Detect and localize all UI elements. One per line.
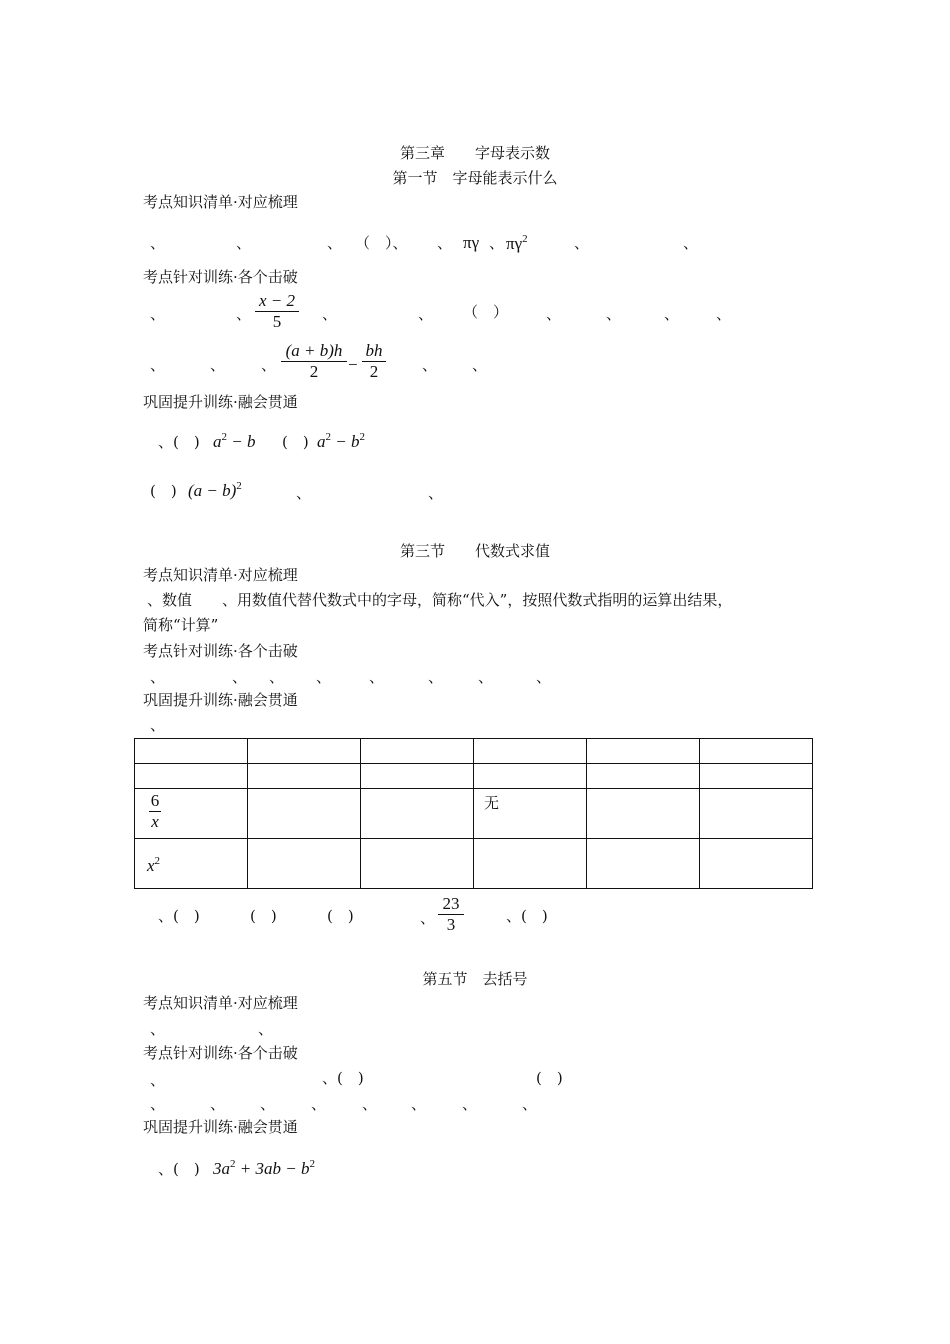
table-cell — [474, 839, 587, 889]
table-cell — [361, 789, 474, 839]
punct: 、 — [472, 356, 488, 374]
table-cell — [700, 789, 813, 839]
expr-a-squared-minus-b: $a^2 - b$ — [213, 431, 256, 451]
section3-training-heading: 考点针对训练·各个击破 — [143, 642, 298, 660]
fraction-x-minus-2-over-5: x − 2 5 — [255, 291, 299, 332]
punct: 、 — [260, 1095, 276, 1113]
paren-blank: ( ) — [282, 433, 309, 451]
section3-consolidate-heading: 巩固提升训练·融会贯通 — [143, 691, 298, 709]
expr-a-squared-minus-b-squared: $a^2 - b^2$ — [317, 431, 365, 451]
punct: 、 — [546, 305, 562, 323]
punct: 、 — [428, 668, 444, 686]
paren-blank: （ ）、 — [355, 234, 408, 252]
punct: 、 — [316, 668, 332, 686]
punct: 、 — [437, 234, 453, 252]
punct: 、 — [150, 1095, 166, 1113]
minus-sign: − — [348, 355, 358, 374]
punct: 、 — [150, 234, 166, 252]
section5-title: 第五节 去括号 — [422, 970, 528, 988]
table-cell — [135, 764, 248, 789]
table-cell — [361, 739, 474, 764]
punct: 、 — [411, 1095, 427, 1113]
table-row — [135, 789, 813, 839]
punct: 、 — [418, 305, 434, 323]
section1-training-heading: 考点针对训练·各个击破 — [143, 268, 298, 286]
punct: 、 — [428, 484, 444, 502]
punct: 、 — [269, 668, 285, 686]
section3-knowledge-text-cont: 简称“计算” — [143, 616, 219, 634]
punct: 、 — [150, 305, 166, 323]
table-cell — [700, 739, 813, 764]
section5-consolidate-heading: 巩固提升训练·融会贯通 — [143, 1118, 298, 1136]
table-cell — [135, 789, 248, 839]
paren-blank: ( ) — [327, 907, 354, 925]
punct: 、 — [232, 668, 248, 686]
paren-blank: 、( ) — [158, 1160, 200, 1178]
table-cell — [474, 764, 587, 789]
table-cell — [700, 839, 813, 889]
expr-x-squared: $x^2$ — [147, 855, 161, 875]
paren-blank: 、( ) — [158, 433, 200, 451]
section5-training-heading: 考点针对训练·各个击破 — [143, 1044, 298, 1062]
punct: 、 — [236, 305, 252, 323]
section3-knowledge-text: 、数值 、用数值代替代数式中的字母，简称“代入”，按照代数式指明的运算出结果， — [147, 591, 733, 609]
punct: 、 — [422, 356, 438, 374]
cell-text-none: 无 — [484, 794, 500, 812]
punct: 、 — [522, 1095, 538, 1113]
punct: 、 — [210, 1095, 226, 1113]
paren-blank: ( ) — [150, 482, 177, 500]
section3-knowledge-heading: 考点知识清单·对应梳理 — [143, 566, 298, 584]
table-cell — [248, 839, 361, 889]
table-row — [135, 839, 813, 889]
fraction-23-over-3: 23 3 — [438, 894, 464, 935]
paren-blank: ( ) — [536, 1069, 563, 1087]
punct: 、 — [683, 234, 699, 252]
punct: 、 — [716, 305, 732, 323]
chapter-title: 第三章 字母表示数 — [399, 144, 550, 162]
table-cell — [587, 839, 700, 889]
section1-title: 第一节 字母能表示什么 — [392, 169, 558, 187]
punct: 、 — [311, 1095, 327, 1113]
table-row — [135, 764, 813, 789]
fraction-6-over-x: 6 x — [150, 791, 160, 831]
punct: 、 — [536, 668, 552, 686]
expr-3a2-plus-3ab-minus-b2: $3a^2 + 3ab - b^2$ — [213, 1158, 315, 1178]
punct: 、 — [362, 1095, 378, 1113]
punct: 、 — [261, 356, 277, 374]
paren-blank: 、( ) — [506, 907, 548, 925]
paren-blank: ( ) — [250, 907, 277, 925]
paren-blank: 、( ) — [322, 1069, 364, 1087]
expr-a-minus-b-squared: $(a - b)^2$ — [188, 480, 242, 500]
table-cell — [248, 789, 361, 839]
table-cell — [700, 764, 813, 789]
punct: 、 — [150, 1020, 166, 1038]
punct: 、 — [478, 668, 494, 686]
fraction-bh-over-2: bh 2 — [362, 341, 386, 382]
table-cell — [135, 739, 248, 764]
table-cell — [248, 764, 361, 789]
punct: 、 — [462, 1095, 478, 1113]
table-cell — [474, 739, 587, 764]
table-cell — [361, 764, 474, 789]
table-cell — [361, 839, 474, 889]
table-cell — [587, 764, 700, 789]
section3-title: 第三节 代数式求值 — [399, 542, 550, 560]
section1-consolidate-heading: 巩固提升训练·融会贯通 — [143, 393, 298, 411]
pi-gamma-expr: πγ — [463, 233, 480, 252]
punct: 、 — [574, 234, 590, 252]
section5-knowledge-heading: 考点知识清单·对应梳理 — [143, 994, 298, 1012]
table-cell — [248, 739, 361, 764]
fraction-a-plus-b-h-over-2: (a + b)h 2 — [281, 341, 347, 382]
punct: 、 — [327, 234, 343, 252]
table-cell — [474, 789, 587, 839]
punct: 、 — [664, 305, 680, 323]
table-row — [135, 739, 813, 764]
punct: 、 — [420, 909, 436, 927]
punct: 、 — [150, 1071, 166, 1089]
punct: 、 — [606, 305, 622, 323]
table-cell — [587, 739, 700, 764]
punct: 、 — [322, 305, 338, 323]
punct: 、 — [489, 234, 505, 252]
punct: 、 — [150, 356, 166, 374]
punct: 、 — [150, 716, 166, 734]
punct: 、 — [150, 668, 166, 686]
punct: 、 — [369, 668, 385, 686]
value-table — [134, 738, 813, 889]
punct: 、 — [210, 356, 226, 374]
pi-gamma-squared-expr: $\pi\gamma^2$ — [506, 233, 528, 253]
punct: 、 — [258, 1020, 274, 1038]
paren-blank: （ ） — [463, 303, 509, 321]
punct: 、 — [236, 234, 252, 252]
paren-blank: 、( ) — [158, 907, 200, 925]
table-cell — [587, 789, 700, 839]
section1-knowledge-heading: 考点知识清单·对应梳理 — [143, 193, 298, 211]
table-cell — [135, 839, 248, 889]
punct: 、 — [296, 484, 312, 502]
